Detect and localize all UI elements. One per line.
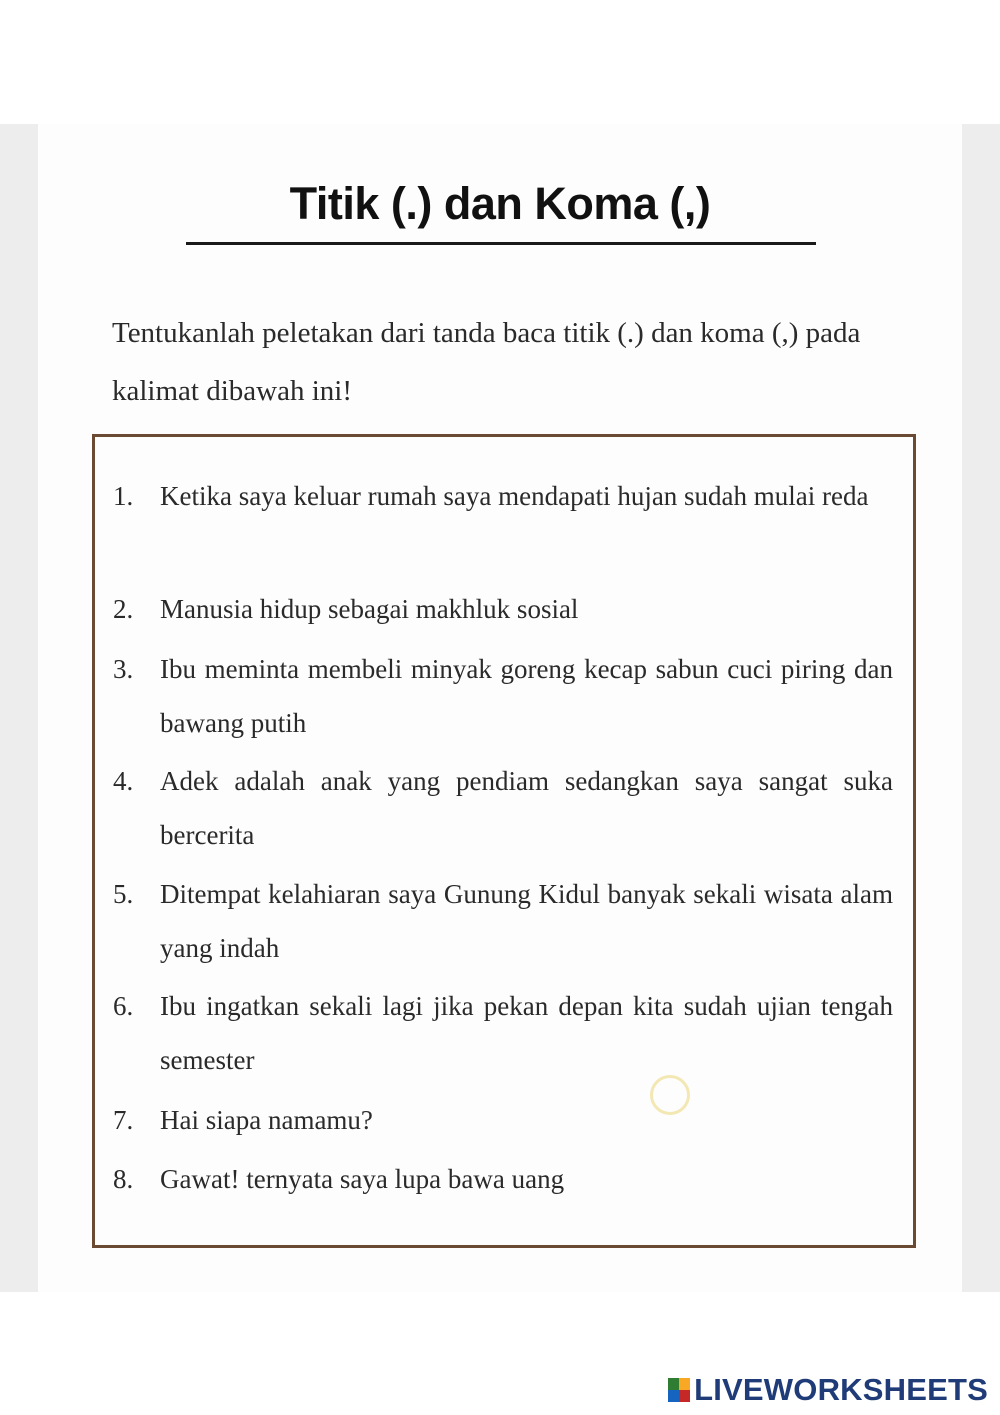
item-text: Ibu meminta membeli minyak goreng kecap sabun cuci piring dan bawang putih [160, 654, 893, 738]
item-number: 1. [113, 481, 134, 511]
list-item [113, 754, 893, 862]
list-item [113, 867, 893, 975]
liveworksheets-logo[interactable] [668, 1370, 988, 1410]
item-text: Gawat! ternyata saya lupa bawa uang [160, 1164, 565, 1194]
title-underline [186, 242, 816, 245]
item-number: 2. [113, 594, 134, 624]
list-item [113, 582, 893, 636]
list-item [113, 1152, 893, 1206]
item-number: 5. [113, 879, 134, 909]
instruction-text: Tentukanlah peletakan dari tanda baca titik (.) dan koma (,) pada kalimat dibawah ini! [112, 317, 861, 407]
list-item [113, 642, 893, 750]
list-item [113, 1093, 893, 1147]
logo-tiles-icon [668, 1378, 690, 1402]
item-number: 4. [113, 766, 134, 796]
item-number: 8. [113, 1164, 134, 1194]
faint-circle-mark [650, 1075, 690, 1115]
item-text: Adek adalah anak yang pendiam sedangkan saya sangat suka bercerita [160, 766, 893, 850]
item-text: Manusia hidup sebagai makhluk sosial [160, 594, 579, 624]
item-number: 6. [113, 991, 134, 1021]
item-number: 7. [113, 1105, 134, 1135]
brand-name: LIVEWORKSHEETS [694, 1372, 988, 1407]
list-item [113, 979, 893, 1087]
worksheet-title: Titik (.) dan Koma (,) [289, 178, 711, 229]
item-text: Hai siapa namamu? [160, 1105, 373, 1135]
item-text: Ketika saya keluar rumah saya mendapati hujan sudah mulai reda [160, 481, 869, 511]
list-item [113, 469, 893, 523]
item-number: 3. [113, 654, 134, 684]
item-text: Ibu ingatkan sekali lagi jika pekan depan kita sudah ujian tengah semester [160, 991, 893, 1075]
item-text: Ditempat kelahiaran saya Gunung Kidul banyak sekali wisata alam yang indah [160, 879, 893, 963]
